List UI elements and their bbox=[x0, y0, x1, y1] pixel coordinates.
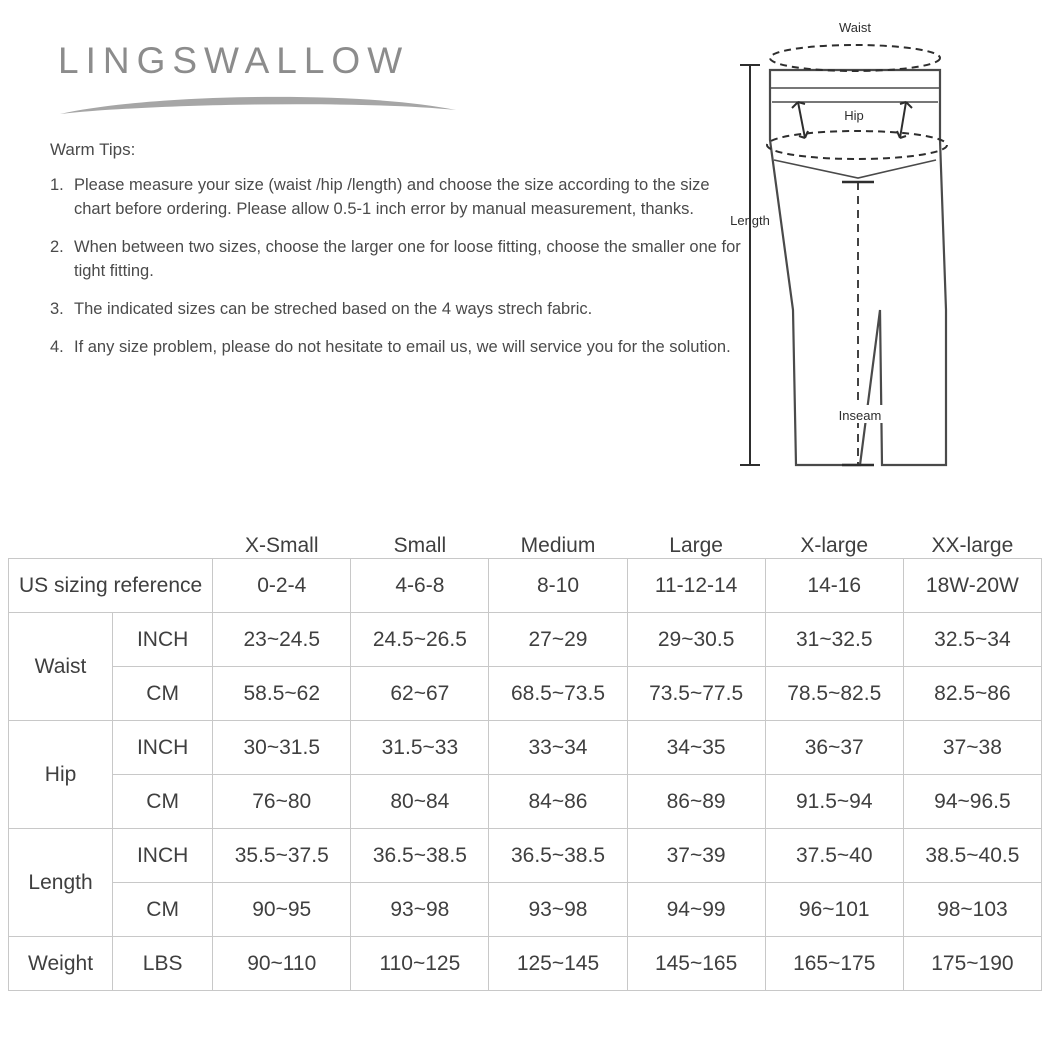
table-cell: 76~80 bbox=[213, 775, 351, 829]
us-sizing-reference-label: US sizing reference bbox=[9, 559, 213, 613]
table-cell: 24.5~26.5 bbox=[351, 613, 489, 667]
table-cell: 30~31.5 bbox=[213, 721, 351, 775]
tip-item bbox=[50, 298, 750, 322]
tip-number: 3. bbox=[50, 299, 64, 318]
header-section bbox=[0, 0, 1050, 490]
table-cell: 125~145 bbox=[489, 937, 627, 991]
diagram-label-inseam: Inseam bbox=[838, 408, 882, 423]
tip-number: 2. bbox=[50, 237, 64, 256]
table-cell: 38.5~40.5 bbox=[903, 829, 1041, 883]
table-cell: 35.5~37.5 bbox=[213, 829, 351, 883]
table-row bbox=[9, 613, 1042, 667]
table-cell: 80~84 bbox=[351, 775, 489, 829]
table-cell: 165~175 bbox=[765, 937, 903, 991]
tip-text: The indicated sizes can be streched based on the 4 ways strech fabric. bbox=[74, 299, 593, 318]
table-cell: 93~98 bbox=[351, 883, 489, 937]
table-cell: 33~34 bbox=[489, 721, 627, 775]
tip-text: Please measure your size (waist /hip /length) and choose the size according to the size chart before ordering. Please allow 0.5-1 inch error by manual measurement, thanks. bbox=[74, 176, 710, 218]
table-row bbox=[9, 883, 1042, 937]
table-cell: 34~35 bbox=[627, 721, 765, 775]
table-cell: 23~24.5 bbox=[213, 613, 351, 667]
table-cell: 78.5~82.5 bbox=[765, 667, 903, 721]
table-cell: 14-16 bbox=[765, 559, 903, 613]
table-cell: 68.5~73.5 bbox=[489, 667, 627, 721]
group-label-length: Length bbox=[9, 829, 113, 937]
table-cell: 37~38 bbox=[903, 721, 1041, 775]
table-cell: 90~95 bbox=[213, 883, 351, 937]
diagram-label-waist: Waist bbox=[838, 20, 872, 35]
table-header-row bbox=[9, 505, 1042, 559]
tip-text: When between two sizes, choose the larger one for loose fitting, choose the smaller one for tight fitting. bbox=[74, 237, 741, 280]
table-cell: 8-10 bbox=[489, 559, 627, 613]
diagram-label-hip: Hip bbox=[844, 108, 864, 123]
table-cell: 62~67 bbox=[351, 667, 489, 721]
table-cell: 37~39 bbox=[627, 829, 765, 883]
table-row bbox=[9, 667, 1042, 721]
size-chart-table-wrap bbox=[8, 505, 1042, 991]
table-cell: 145~165 bbox=[627, 937, 765, 991]
header-corner-blank bbox=[9, 505, 213, 559]
size-header-cell: XX-large bbox=[931, 534, 1014, 557]
unit-label: INCH bbox=[113, 613, 213, 667]
table-cell: 175~190 bbox=[903, 937, 1041, 991]
table-cell: 18W-20W bbox=[903, 559, 1041, 613]
table-cell: 110~125 bbox=[351, 937, 489, 991]
unit-label: CM bbox=[113, 775, 213, 829]
unit-label: INCH bbox=[113, 721, 213, 775]
table-cell: 36.5~38.5 bbox=[489, 829, 627, 883]
table-cell: 31~32.5 bbox=[765, 613, 903, 667]
table-row bbox=[9, 829, 1042, 883]
tip-number: 1. bbox=[50, 176, 64, 194]
brand-logo bbox=[58, 40, 478, 123]
unit-label: LBS bbox=[113, 937, 213, 991]
table-cell: 36.5~38.5 bbox=[351, 829, 489, 883]
warm-tips-title: Warm Tips: bbox=[50, 140, 136, 159]
table-cell: 86~89 bbox=[627, 775, 765, 829]
table-cell: 94~99 bbox=[627, 883, 765, 937]
tip-item bbox=[50, 174, 750, 222]
table-cell: 96~101 bbox=[765, 883, 903, 937]
group-label-hip: Hip bbox=[9, 721, 113, 829]
table-row bbox=[9, 559, 1042, 613]
table-cell: 91.5~94 bbox=[765, 775, 903, 829]
group-label-weight: Weight bbox=[9, 937, 113, 991]
brand-swoosh-icon bbox=[58, 88, 458, 118]
table-cell: 58.5~62 bbox=[213, 667, 351, 721]
size-chart-table bbox=[8, 505, 1042, 991]
size-header-cell: Medium bbox=[520, 534, 596, 557]
table-cell: 4-6-8 bbox=[351, 559, 489, 613]
tip-number: 4. bbox=[50, 337, 64, 356]
table-cell: 0-2-4 bbox=[213, 559, 351, 613]
unit-label: INCH bbox=[113, 829, 213, 883]
size-header-cell: X-Small bbox=[244, 534, 319, 557]
table-cell: 11-12-14 bbox=[627, 559, 765, 613]
table-row bbox=[9, 937, 1042, 991]
table-cell: 31.5~33 bbox=[351, 721, 489, 775]
table-row bbox=[9, 775, 1042, 829]
tip-item bbox=[50, 236, 750, 284]
tip-item bbox=[50, 336, 750, 360]
table-cell: 27~29 bbox=[489, 613, 627, 667]
table-cell: 29~30.5 bbox=[627, 613, 765, 667]
table-cell: 93~98 bbox=[489, 883, 627, 937]
table-cell: 94~96.5 bbox=[903, 775, 1041, 829]
warm-tips-block bbox=[50, 140, 750, 374]
unit-label: CM bbox=[113, 883, 213, 937]
table-cell: 98~103 bbox=[903, 883, 1041, 937]
diagram-label-length: Length bbox=[730, 213, 770, 228]
table-cell: 37.5~40 bbox=[765, 829, 903, 883]
pants-measurement-diagram bbox=[730, 10, 1030, 490]
unit-label: CM bbox=[113, 667, 213, 721]
tip-text: If any size problem, please do not hesitate to email us, we will service you for the solution. bbox=[74, 337, 731, 356]
table-cell: 82.5~86 bbox=[903, 667, 1041, 721]
table-row bbox=[9, 721, 1042, 775]
table-cell: 73.5~77.5 bbox=[627, 667, 765, 721]
pants-diagram-icon bbox=[730, 10, 1030, 490]
table-cell: 32.5~34 bbox=[903, 613, 1041, 667]
table-cell: 84~86 bbox=[489, 775, 627, 829]
table-cell: 36~37 bbox=[765, 721, 903, 775]
group-label-waist: Waist bbox=[9, 613, 113, 721]
table-cell: 90~110 bbox=[213, 937, 351, 991]
size-header-cell: Large bbox=[669, 534, 723, 557]
brand-name: LINGSWALLOW bbox=[58, 40, 410, 81]
size-header-cell: X-large bbox=[800, 534, 869, 557]
size-header-cell: Small bbox=[393, 534, 447, 557]
